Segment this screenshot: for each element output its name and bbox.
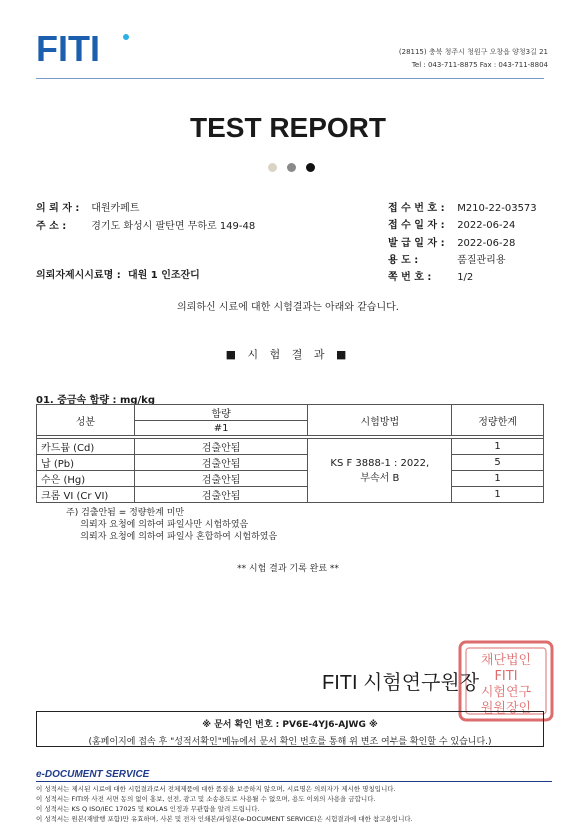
requester-value: 대원카페트 bbox=[91, 203, 140, 214]
edoc-divider bbox=[36, 781, 552, 782]
address-row bbox=[36, 217, 255, 232]
intro-text: 의뢰하신 시료에 대한 시험결과는 아래와 같습니다. bbox=[177, 302, 399, 313]
method-line: 부속서 B bbox=[360, 472, 400, 484]
seal-text: FITI bbox=[494, 669, 518, 684]
note-line: 주) 검출안됨 = 정량한계 미만 bbox=[66, 508, 185, 518]
purpose-value: 품질관리용 bbox=[457, 255, 506, 266]
cell-content: 검출안됨 bbox=[134, 487, 308, 503]
note-line: 의뢰자 요청에 의하여 파일사 혼합하여 시험하였음 bbox=[66, 532, 278, 542]
cell-component: 크롬 VI (Cr VI) bbox=[37, 487, 135, 503]
receipt-date-label: 접 수 일 자 : bbox=[388, 220, 445, 231]
disclaimer-line: 이 성적서는 원본(재발행 포함)만 유효하며, 사본 및 전자 인쇄본/파일본(e-DOCUMENT SERVICE)은 시험결과에 대한 참고용입니다. bbox=[36, 815, 413, 823]
cell-content: 검출안됨 bbox=[134, 439, 308, 455]
fiti-logo bbox=[36, 28, 136, 68]
cell-method bbox=[308, 439, 452, 503]
page-no-row bbox=[388, 268, 473, 283]
sample-row bbox=[36, 266, 200, 281]
cell-content: 검출안됨 bbox=[134, 471, 308, 487]
cell-limit: 1 bbox=[452, 487, 544, 503]
address-value: 경기도 화성시 팔탄면 무하로 149-48 bbox=[91, 221, 256, 232]
cell-component: 카드뮴 (Cd) bbox=[37, 439, 135, 455]
section-title: ■ 시 험 결 과 ■ bbox=[225, 348, 351, 361]
seal-text: 원원장인 bbox=[480, 701, 532, 716]
page-no-value: 1/2 bbox=[457, 272, 474, 283]
header-component: 성분 bbox=[37, 405, 135, 436]
sample-value: 대원 1 인조잔디 bbox=[127, 270, 200, 281]
seal-text: 채단법인 bbox=[480, 653, 532, 668]
table-row bbox=[37, 471, 544, 487]
organization-name: FITI 시험연구원장 bbox=[322, 672, 480, 694]
header-limit: 정량한계 bbox=[452, 405, 544, 436]
receipt-no-row bbox=[388, 199, 537, 214]
dot-2 bbox=[287, 163, 296, 172]
title-dots bbox=[268, 163, 328, 175]
confirm-instructions: (홈페이지에 접속 후 "성적서확인"메뉴에서 문서 확인 번호를 통해 위 변조 여부를 확인할 수 있습니다.) bbox=[88, 737, 492, 747]
disclaimer-line: 이 성적서는 제시된 시료에 대한 시험결과로서 전체제품에 대한 품질을 보증하지 않으며, 시료명은 의뢰자가 제시한 명칭입니다. bbox=[36, 785, 396, 793]
table-row bbox=[37, 439, 544, 455]
report-title: TEST REPORT bbox=[189, 112, 386, 143]
address-label: 주 소 : bbox=[36, 221, 67, 232]
table-header-row bbox=[37, 405, 544, 421]
contact-line: Tel : 043-711-8875 Fax : 043-711-8804 bbox=[411, 61, 548, 69]
table-row bbox=[37, 487, 544, 503]
seal-text: 시험연구 bbox=[480, 685, 532, 700]
issue-date-row bbox=[388, 234, 515, 249]
notes bbox=[66, 507, 277, 543]
cell-content: 검출안됨 bbox=[134, 455, 308, 471]
requester-row bbox=[36, 199, 140, 214]
page-no-label: 쪽 번 호 : bbox=[388, 272, 432, 283]
note-line: 의뢰자 요청에 의하여 파일사만 시험하였음 bbox=[66, 520, 249, 530]
receipt-no-label: 접 수 번 호 : bbox=[388, 203, 445, 214]
issue-date-label: 발 급 일 자 : bbox=[388, 238, 445, 249]
receipt-date-value: 2022-06-24 bbox=[457, 220, 516, 231]
cell-limit: 5 bbox=[452, 455, 544, 471]
receipt-date-row bbox=[388, 216, 515, 231]
cell-limit: 1 bbox=[452, 439, 544, 455]
dot-3 bbox=[306, 163, 315, 172]
disclaimer-line: 이 성적서는 KS Q ISO/IEC 17025 및 KOLAS 인정과 무관함을 알려 드립니다. bbox=[36, 805, 260, 813]
cell-component: 납 (Pb) bbox=[37, 455, 135, 471]
purpose-label: 용 도 : bbox=[388, 255, 419, 266]
disclaimer-line: 이 성적서는 FITI와 사전 서면 동의 없이 홍보, 선전, 광고 및 소송용도로 사용될 수 없으며, 용도 이외의 사용을 금합니다. bbox=[36, 795, 376, 803]
header-method: 시험방법 bbox=[308, 405, 452, 436]
results-table bbox=[36, 404, 544, 503]
issue-date-value: 2022-06-28 bbox=[457, 238, 516, 249]
receipt-no-value: M210-22-03573 bbox=[457, 203, 537, 214]
header-divider bbox=[36, 78, 544, 79]
cell-limit: 1 bbox=[452, 471, 544, 487]
table-row bbox=[37, 455, 544, 471]
dot-1 bbox=[268, 163, 277, 172]
sample-label: 의뢰자제시시료명 : bbox=[36, 270, 121, 281]
cell-component: 수은 (Hg) bbox=[37, 471, 135, 487]
address-line: (28115) 충북 청주시 청원구 오창읍 양청3길 21 bbox=[398, 48, 548, 56]
subsection-title: 01. 중금속 함량 : mg/kg bbox=[36, 395, 155, 406]
confirm-number: ※ 문서 확인 번호 : PV6E-4YJ6-AJWG ※ bbox=[202, 720, 378, 730]
company-address bbox=[399, 46, 548, 72]
method-line: KS F 3888-1 : 2022, bbox=[330, 457, 430, 469]
document-confirm-box bbox=[36, 711, 544, 747]
edoc-disclaimer bbox=[36, 784, 413, 824]
edoc-title: e-DOCUMENT SERVICE bbox=[36, 769, 150, 780]
header-sample-no: #1 bbox=[134, 421, 308, 436]
requester-label: 의 뢰 자 : bbox=[36, 203, 80, 214]
header-content: 함량 bbox=[134, 405, 308, 421]
logo-text: FITI bbox=[36, 28, 100, 68]
end-text: ** 시험 결과 기록 완료 ** bbox=[237, 564, 339, 574]
purpose-row bbox=[388, 251, 506, 266]
